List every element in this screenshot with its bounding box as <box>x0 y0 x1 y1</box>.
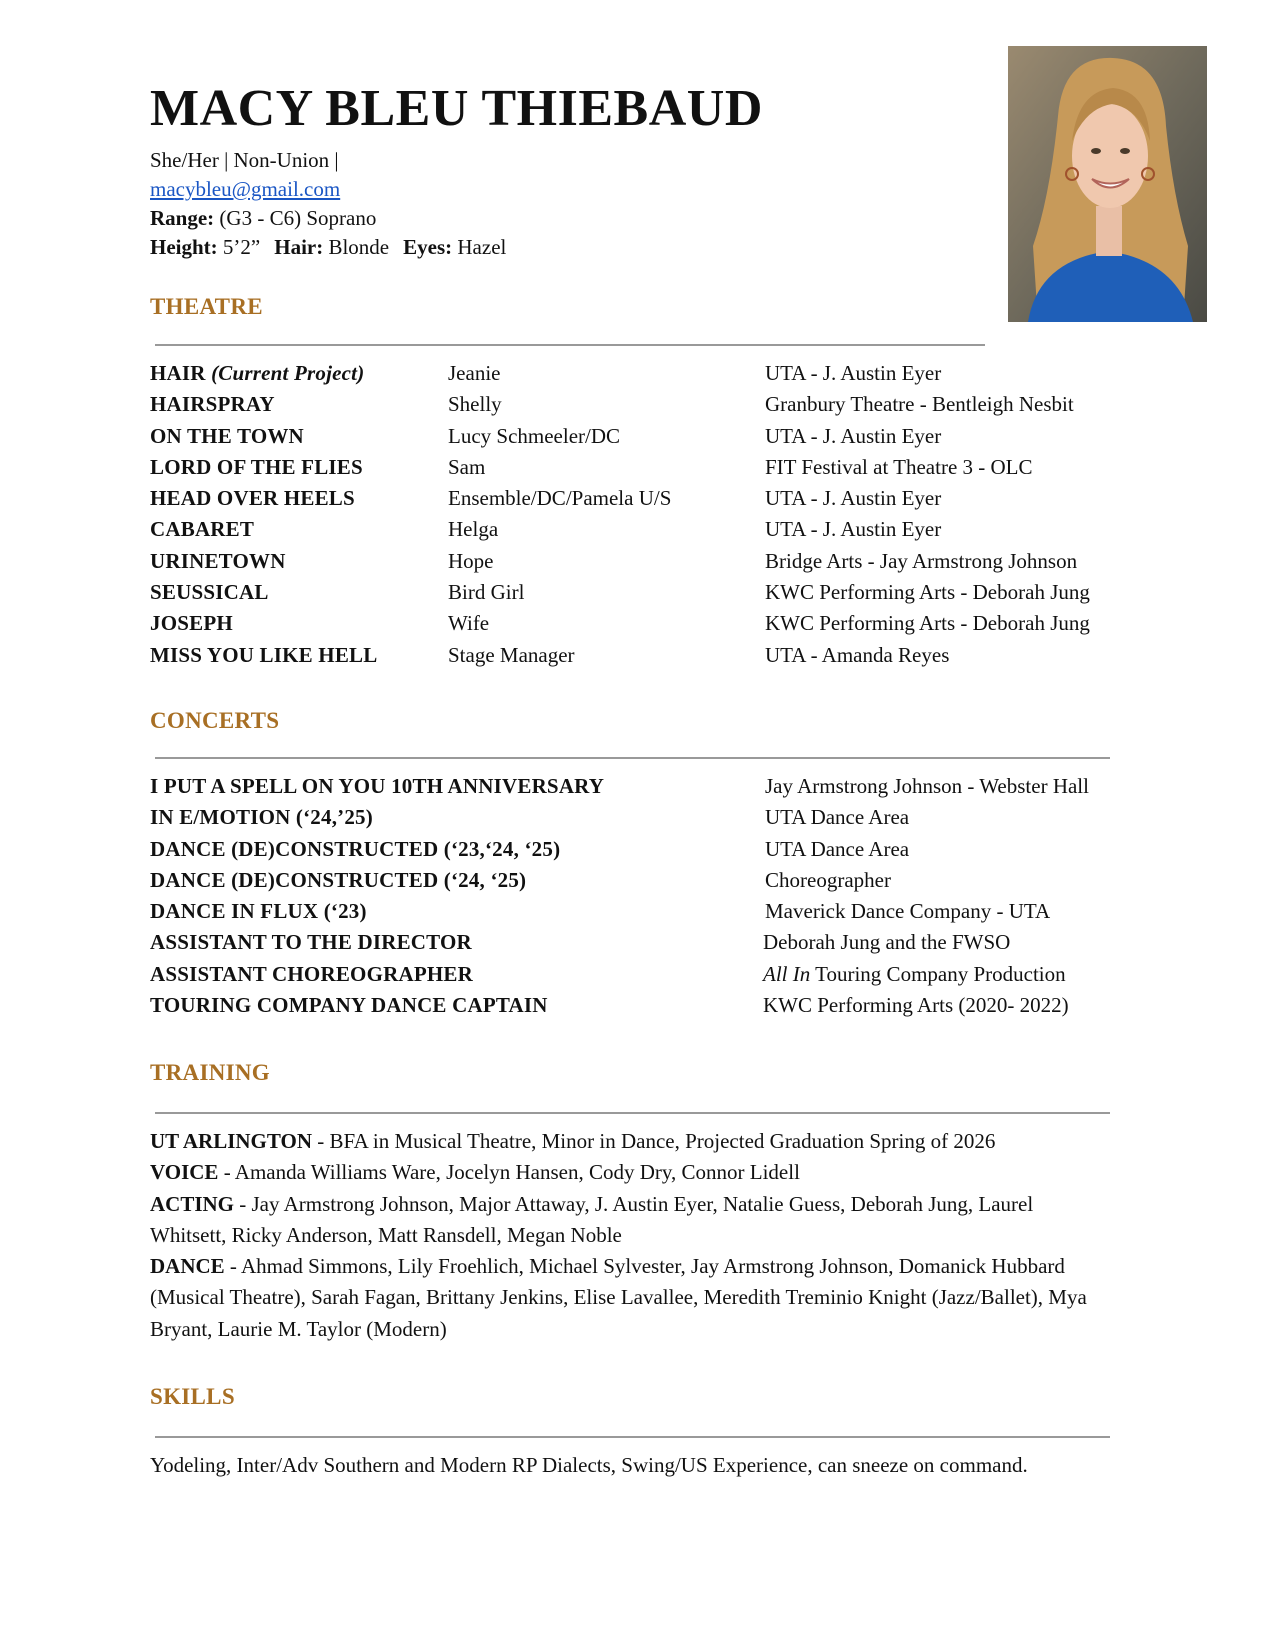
concert-detail-text: Choreographer <box>765 867 891 892</box>
show-title <box>150 483 355 514</box>
headshot-photo <box>1008 46 1207 322</box>
height-label: Height: <box>150 235 218 259</box>
show-title <box>150 546 286 577</box>
name-heading: MACY BLEU THIEBAUD <box>150 80 763 137</box>
concert-detail <box>765 865 891 896</box>
training-divider <box>155 1112 1110 1114</box>
training-list <box>150 1126 1110 1345</box>
show-name: HEAD OVER HEELS <box>150 486 355 511</box>
concert-title: ASSISTANT TO THE DIRECTOR <box>150 930 472 955</box>
training-text: - Jay Armstrong Johnson, Major Attaway, J. Austin Eyer, Natalie Guess, Deborah Jung, Laurel Whitsett, Ricky Anderson, Matt Ransdell, Megan Noble <box>150 1191 1034 1247</box>
skills-divider <box>155 1436 1110 1438</box>
show-title <box>150 640 377 671</box>
concert-title: I PUT A SPELL ON YOU 10TH ANNIVERSARY <box>150 774 605 798</box>
show-role: Sam <box>448 454 486 479</box>
show-venue: Granbury Theatre - Bentleigh Nesbit <box>765 392 1074 417</box>
concert-detail-text: UTA Dance Area <box>765 836 910 861</box>
show-name: MISS YOU LIKE HELL <box>150 642 378 667</box>
show-name: SEUSSICAL <box>150 580 269 605</box>
show-name: HAIRSPRAY <box>150 392 275 417</box>
show-venue: UTA - J. Austin Eyer <box>765 423 942 448</box>
show-name: LORD OF THE FLIES <box>150 454 363 479</box>
show-title <box>150 577 269 608</box>
concert-detail-text: UTA Dance Area <box>765 805 910 830</box>
training-label: DANCE <box>150 1254 225 1279</box>
pronouns-union: She/Her | Non-Union | <box>150 148 339 172</box>
hair-label: Hair: <box>274 235 324 259</box>
concert-title: TOURING COMPANY DANCE CAPTAIN <box>150 993 548 1018</box>
measurements-line <box>150 233 506 262</box>
show-role: Hope <box>448 548 494 573</box>
concert-detail-text: Touring Company Production <box>810 961 1066 986</box>
height-value: 5’2” <box>222 235 261 259</box>
concert-detail <box>765 802 909 833</box>
concert-detail <box>765 834 909 865</box>
training-item <box>150 1157 1110 1188</box>
concert-title: DANCE IN FLUX (‘23) <box>150 899 367 924</box>
show-title <box>150 421 304 452</box>
show-role: Shelly <box>448 392 502 417</box>
show-title <box>150 452 363 483</box>
training-label: ACTING <box>150 1191 235 1216</box>
concert-detail-text: Maverick Dance Company - UTA <box>765 899 1051 924</box>
skills-heading: SKILLS <box>150 1384 235 1409</box>
concert-title: ASSISTANT CHOREOGRAPHER <box>150 961 473 986</box>
training-item <box>150 1189 1110 1252</box>
email-link[interactable]: macybleu@gmail.com <box>150 177 341 201</box>
show-venue: UTA - J. Austin Eyer <box>765 517 942 542</box>
show-role: Helga <box>448 517 499 542</box>
hair-value: Blonde <box>328 235 390 259</box>
training-text: - BFA in Musical Theatre, Minor in Dance, Projected Graduation Spring of 2026 <box>312 1129 996 1153</box>
concert-detail <box>763 959 1066 990</box>
skills-text: Yodeling, Inter/Adv Southern and Modern RP Dialects, Swing/US Experience, can sneeze on command. <box>150 1453 1028 1477</box>
training-label: UT ARLINGTON <box>150 1129 313 1153</box>
concert-title: IN E/MOTION (‘24,’25) <box>150 805 373 830</box>
concert-detail <box>763 927 1010 958</box>
show-name: URINETOWN <box>150 548 286 573</box>
show-name: ON THE TOWN <box>150 423 304 448</box>
show-title <box>150 514 254 545</box>
show-role: Stage Manager <box>448 642 575 667</box>
training-text: - Ahmad Simmons, Lily Froehlich, Michael Sylvester, Jay Armstrong Johnson, Domanick Hubbard (Musical Theatre), Sarah Fagan, Brittany Jenkins, Elise Lavallee, Meredith Treminio Knight (Jazz/Ballet), Mya Bryant, Laurie M. Taylor (Modern) <box>150 1254 1087 1341</box>
range-label: Range: <box>150 206 215 230</box>
show-venue: KWC Performing Arts - Deborah Jung <box>765 611 1090 636</box>
training-text: - Amanda Williams Ware, Jocelyn Hansen, Cody Dry, Connor Lidell <box>218 1160 800 1185</box>
concerts-divider <box>155 757 1110 759</box>
show-venue: UTA - J. Austin Eyer <box>765 486 942 511</box>
show-venue: UTA - Amanda Reyes <box>765 642 950 667</box>
show-venue: FIT Festival at Theatre 3 - OLC <box>765 454 1033 479</box>
show-role: Wife <box>448 611 490 636</box>
concerts-heading: CONCERTS <box>150 708 280 733</box>
training-heading: TRAINING <box>150 1060 270 1085</box>
concert-detail-text: Deborah Jung and the FWSO <box>763 930 1011 955</box>
show-name: HAIR <box>150 361 206 385</box>
theatre-heading: THEATRE <box>150 294 263 319</box>
training-label: VOICE <box>150 1160 219 1185</box>
show-role: Bird Girl <box>448 580 525 605</box>
show-name: JOSEPH <box>150 611 233 636</box>
range-value: (G3 - C6) Soprano <box>219 206 377 230</box>
training-item <box>150 1251 1110 1345</box>
show-name: CABARET <box>150 517 255 542</box>
concert-detail-text: Jay Armstrong Johnson - Webster Hall <box>765 774 1089 798</box>
range-line <box>150 204 506 233</box>
show-role: Lucy Schmeeler/DC <box>448 423 621 448</box>
training-item <box>150 1126 1110 1157</box>
show-title <box>150 358 364 389</box>
concert-detail <box>765 896 1050 927</box>
eyes-label: Eyes: <box>403 235 453 259</box>
show-role: Ensemble/DC/Pamela U/S <box>448 486 672 511</box>
show-venue: KWC Performing Arts - Deborah Jung <box>765 580 1090 605</box>
concert-detail <box>763 990 1069 1021</box>
show-note: (Current Project) <box>211 361 365 385</box>
show-title <box>150 608 233 639</box>
concert-detail <box>765 771 1089 802</box>
show-title <box>150 389 275 420</box>
concert-detail-text: KWC Performing Arts (2020- 2022) <box>763 993 1069 1018</box>
concert-title: DANCE (DE)CONSTRUCTED (‘23,‘24, ‘25) <box>150 836 561 861</box>
show-role: Jeanie <box>448 361 501 385</box>
eyes-value: Hazel <box>457 235 507 259</box>
concert-title: DANCE (DE)CONSTRUCTED (‘24, ‘25) <box>150 867 527 892</box>
theatre-divider <box>155 344 985 346</box>
show-venue: UTA - J. Austin Eyer <box>765 361 942 385</box>
concert-detail-italic: All In <box>763 961 811 986</box>
show-venue: Bridge Arts - Jay Armstrong Johnson <box>765 548 1078 573</box>
contact-info <box>150 146 506 262</box>
